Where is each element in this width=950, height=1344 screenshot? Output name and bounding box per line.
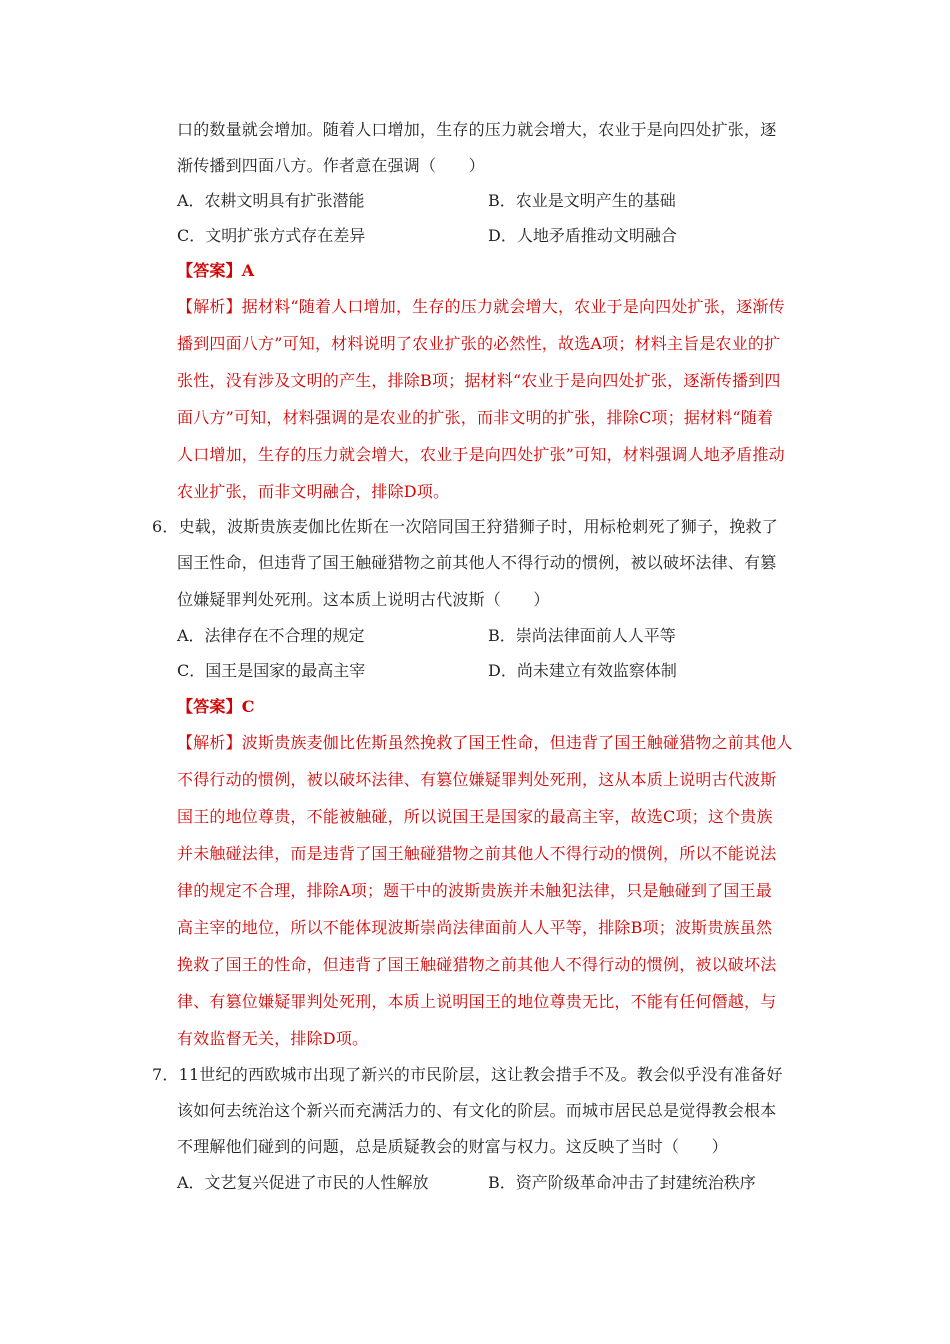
q6-option-c: C．国王是国家的最高主宰 <box>177 661 366 680</box>
q5-analysis-line-5: 人口增加，生存的压力就会增大，农业于是向四处扩张”可知，材料强调人地矛盾推动 <box>177 445 785 464</box>
q7-stem-line-1: 7．11世纪的西欧城市出现了新兴的市民阶层，这让教会措手不及。教会似乎没有准备好 <box>152 1065 783 1084</box>
q6-option-d: D．尚未建立有效监察体制 <box>488 661 677 680</box>
q5-option-b: B．农业是文明产生的基础 <box>488 191 676 210</box>
q6-stem-line-2: 国王性命，但违背了国王触碰猎物之前其他人不得行动的惯例，被以破坏法律、有篡 <box>177 553 777 572</box>
q5-option-c: C．文明扩张方式存在差异 <box>177 226 366 245</box>
q6-analysis-line-8: 律、有篡位嫌疑罪判处死刑，本质上说明国王的地位尊贵无比，不能有任何僭越，与 <box>177 992 777 1011</box>
q6-option-a: A．法律存在不合理的规定 <box>177 626 365 645</box>
q7-option-b: B．资产阶级革命冲击了封建统治秩序 <box>488 1173 756 1192</box>
q7-stem-line-3: 不理解他们碰到的问题，总是质疑教会的财富与权力。这反映了当时（ ） <box>177 1137 728 1156</box>
q5-analysis-line-2: 播到四面八方”可知，材料说明了农业扩张的必然性，故选A项；材料主旨是农业的扩 <box>177 334 781 353</box>
q5-stem-line-1: 口的数量就会增加。随着人口增加，生存的压力就会增大，农业于是向四处扩张，逐 <box>177 120 777 139</box>
q6-analysis-line-4: 并未触碰法律，而是违背了国王触碰猎物之前其他人不得行动的惯例，所以不能说法 <box>177 844 777 863</box>
q6-analysis-line-7: 挽救了国王的性命，但违背了国王触碰猎物之前其他人不得行动的惯例，被以破坏法 <box>177 955 777 974</box>
q6-stem-line-3: 位嫌疑罪判处死刑。这本质上说明古代波斯（ ） <box>177 590 550 609</box>
q5-option-d: D．人地矛盾推动文明融合 <box>488 226 677 245</box>
q7-stem-line-2: 该如何去统治这个新兴而充满活力的、有文化的阶层。而城市居民总是觉得教会根本 <box>177 1101 777 1120</box>
q7-option-a: A．文艺复兴促进了市民的人性解放 <box>177 1173 429 1192</box>
q6-answer: 【答案】C <box>177 697 255 716</box>
q6-stem-line-1: 6．史载，波斯贵族麦伽比佐斯在一次陪同国王狩猎狮子时，用标枪刺死了狮子，挽救了 <box>152 517 778 536</box>
q6-analysis-line-9: 有效监督无关，排除D项。 <box>177 1029 369 1048</box>
q6-analysis-line-1: 【解析】波斯贵族麦伽比佐斯虽然挽救了国王性命，但违背了国王触碰猎物之前其他人 <box>177 733 793 752</box>
q5-analysis-line-6: 农业扩张，而非文明融合，排除D项。 <box>177 482 450 501</box>
q6-analysis-line-5: 律的规定不合理，排除A项；题干中的波斯贵族并未触犯法律，只是触碰到了国王最 <box>177 881 772 900</box>
q5-analysis-line-3: 张性，没有涉及文明的产生，排除B项；据材料“农业于是向四处扩张，逐渐传播到四 <box>177 371 781 390</box>
q6-analysis-line-2: 不得行动的惯例，被以破坏法律、有篡位嫌疑罪判处死刑，这从本质上说明古代波斯 <box>177 770 777 789</box>
q6-option-b: B．崇尚法律面前人人平等 <box>488 626 676 645</box>
q6-analysis-line-3: 国王的地位尊贵，不能被触碰，所以说国王是国家的最高主宰，故选C项；这个贵族 <box>177 807 773 826</box>
q5-option-a: A．农耕文明具有扩张潜能 <box>177 191 365 210</box>
q6-analysis-line-6: 高主宰的地位，所以不能体现波斯崇尚法律面前人人平等，排除B项；波斯贵族虽然 <box>177 918 773 937</box>
q5-analysis-line-1: 【解析】据材料“随着人口增加，生存的压力就会增大，农业于是向四处扩张，逐渐传 <box>177 297 785 316</box>
q5-answer: 【答案】A <box>177 261 255 280</box>
q5-analysis-line-4: 面八方”可知，材料强调的是农业的扩张，而非文明的扩张，排除C项；据材料“随着 <box>177 408 774 427</box>
q5-stem-line-2: 渐传播到四面八方。作者意在强调（ ） <box>177 156 485 175</box>
